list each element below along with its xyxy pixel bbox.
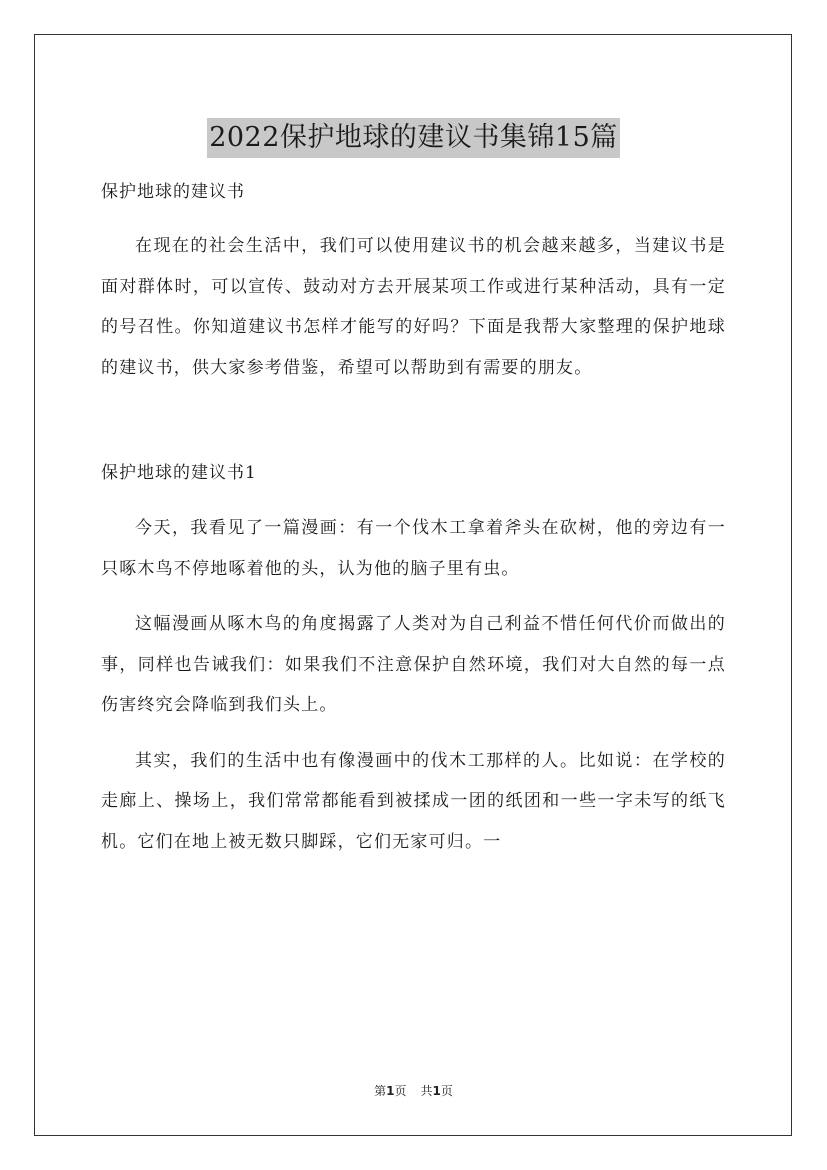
page-prefix: 第 (374, 1084, 387, 1098)
title-container (0, 100, 827, 176)
total-suffix: 页 (440, 1084, 453, 1098)
section-heading: 保护地球的建议书1 (101, 463, 257, 483)
total-prefix: 共 (420, 1084, 433, 1098)
document-body (101, 172, 726, 862)
page-suffix: 页 (394, 1084, 407, 1098)
page-total: 1 (432, 1084, 441, 1098)
intro-paragraph: 在现在的社会生活中，我们可以使用建议书的机会越来越多，当建议书是面对群体时，可以宣传、鼓动对方去开展某项工作或进行某种活动，具有一定的号召性。你知道建议书怎样才能写的好吗？下面是我帮大家整理的保护地球的建议书，供大家参考借鉴，希望可以帮助到有需要的朋友。 (101, 236, 726, 378)
body-paragraph: 其实，我们的生活中也有像漫画中的伐木工那样的人。比如说：在学校的走廊上、操场上，我们常常都能看到被揉成一团的纸团和一些一字未写的纸飞机。它们在地上被无数只脚踩，它们无家可归。一 (101, 750, 726, 852)
document-title: 2022保护地球的建议书集锦15篇 (207, 118, 620, 158)
section-heading: 保护地球的建议书 (101, 182, 245, 202)
page-footer (0, 1083, 827, 1099)
body-paragraph: 今天，我看见了一篇漫画：有一个伐木工拿着斧头在砍树，他的旁边有一只啄木鸟不停地啄着他的头，认为他的脑子里有虫。 (101, 518, 726, 579)
page-current: 1 (386, 1084, 395, 1098)
body-paragraph: 这幅漫画从啄木鸟的角度揭露了人类对为自己利益不惜任何代价而做出的事，同样也告诫我们：如果我们不注意保护自然环境，我们对大自然的每一点伤害终究会降临到我们头上。 (101, 614, 726, 715)
